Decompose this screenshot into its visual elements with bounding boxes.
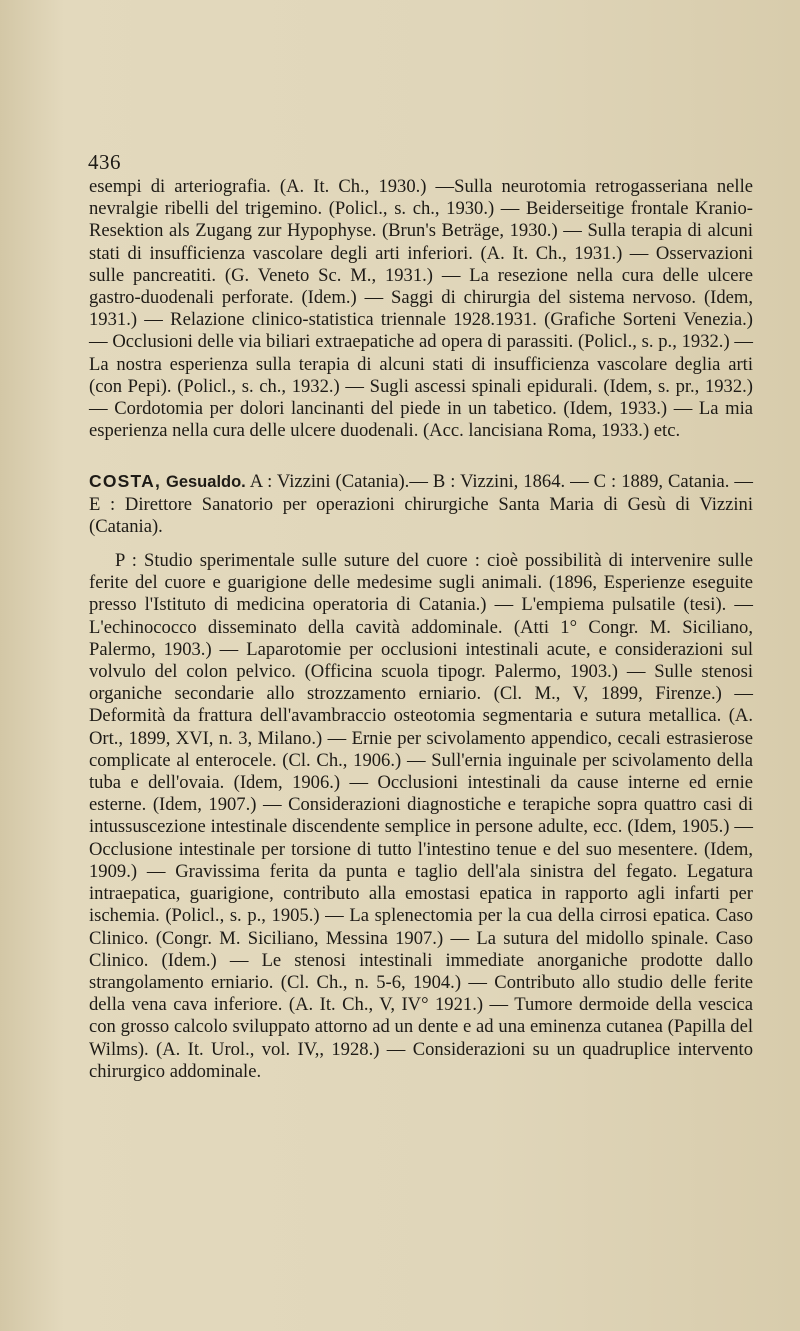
biography-entry bbox=[89, 470, 753, 1082]
entry-header bbox=[89, 470, 753, 538]
continued-bibliography: esempi di arteriografia. (A. It. Ch., 1930.) —Sulla neurotomia retrogasseriana nelle nevralgie ribelli del trigemino. (Policl., s. ch., 1930.) — Beiderseitige frontale Kranio-Resektion als Zugang zur Hypophyse. (Brun's Beträge, 1930.) — Sulla terapia di alcuni stati di insufficienza vascolare degli arti inferiori. (A. It. Ch., 1931.) — Osservazioni sulle pancreatiti. (G. Veneto Sc. M., 1931.) — La resezione nella cura delle ulcere gastro-duodenali perforate. (Idem.) — Saggi di chirurgia del sistema nervoso. (Idem, 1931.) — Relazione clinico-statistica triennale 1928.1931. (Grafiche Sorteni Venezia.) — Occlusioni delle via biliari extraepatiche ad opera di parassiti. (Policl., s. p., 1932.) — La nostra esperienza sulla terapia di alcuni stati di insufficienza vascolare deglia arti (con Pepi). (Policl., s. ch., 1932.) — Sugli ascessi spinali epidurali. (Idem, s. pr., 1932.) — Cordotomia per dolori lancinanti del piede in un tabetico. (Idem, 1933.) — La mia esperienza nella cura delle ulcere duodenali. (Acc. lancisiana Roma, 1933.) etc. bbox=[89, 176, 753, 442]
entry-details: A : Vizzini (Catania).— B : Vizzini, 1864. — C : 1889, Catania. — E : Direttore Sanatorio per operazioni chirurgiche Santa Maria di Gesù di Vizzini (Catania). bbox=[89, 471, 754, 537]
entry-firstname: Gesualdo. bbox=[166, 473, 246, 492]
entry-publications: P : Studio sperimentale sulle suture del cuore : cioè possibilità di intervenire sulle ferite del cuore e guarigione delle medesime sugli animali. (1896, Esperienze eseguite presso l'Istituto di medicina operatoria di Catania.) — L'empiema pulsatile (tesi). — L'echinococco disseminato della cavità addominale. (Atti 1° Congr. M. Siciliano, Palermo, 1903.) — Laparotomie per occlusioni intestinali acute, e considerazioni sul volvulo del colon pelvico. (Officina scuola tipogr. Palermo, 1903.) — Sulle stenosi organiche secondarie allo strozzamento erniario. (Cl. M., V, 1899, Firenze.) — Deformità da frattura dell'avambraccio osteotomia segmentaria e sutura metallica. (A. Ort., 1899, XVI, n. 3, Milano.) — Ernie per scivolamento appendico, cecali estrasierose complicate al enterocele. (Cl. Ch., 1906.) — Sull'ernia inguinale per scivolamento della tuba e dell'ovaia. (Idem, 1906.) — Occlusioni intestinali da cause interne ed ernie esterne. (Idem, 1907.) — Considerazioni diagnostiche e terapiche sopra quattro casi di intussuscezione intestinale discendente semplice in persone adulte, ecc. (Idem, 1905.) — Occlusione intestinale per torsione di tutto l'intestino tenue e del suo mesentere. (Idem, 1909.) — Gravissima ferita da punta e taglio dell'ala sinistra del fegato. Legatura intraepatica, guarigione, contributo alla emostasi epatica in rapporto agli infarti per ischemia. (Policl., s. p., 1905.) — La splenectomia per la cua della cirrosi epatica. Caso Clinico. (Congr. M. Siciliano, Messina 1907.) — La sutura del midollo spinale. Caso Clinico. (Idem.) — Le stenosi intestinali immediate anorganiche prodotte dallo strangolamento erniario. (Cl. Ch., n. 5-6, 1904.) — Contributo allo studio delle ferite della vena cava inferiore. (A. It. Ch., V, IV° 1921.) — Tumore dermoide della vescica con grosso calcolo sviluppato attorno ad un dente e ad una eminenza cutanea (Papilla del Wilms). (A. It. Urol., vol. IV,, 1928.) — Considerazioni su un quadruplice intervento chirurgico addominale. bbox=[89, 550, 753, 1082]
page-number: 436 bbox=[88, 150, 121, 174]
page-content bbox=[89, 176, 753, 1083]
entry-surname: COSTA, bbox=[89, 471, 162, 492]
